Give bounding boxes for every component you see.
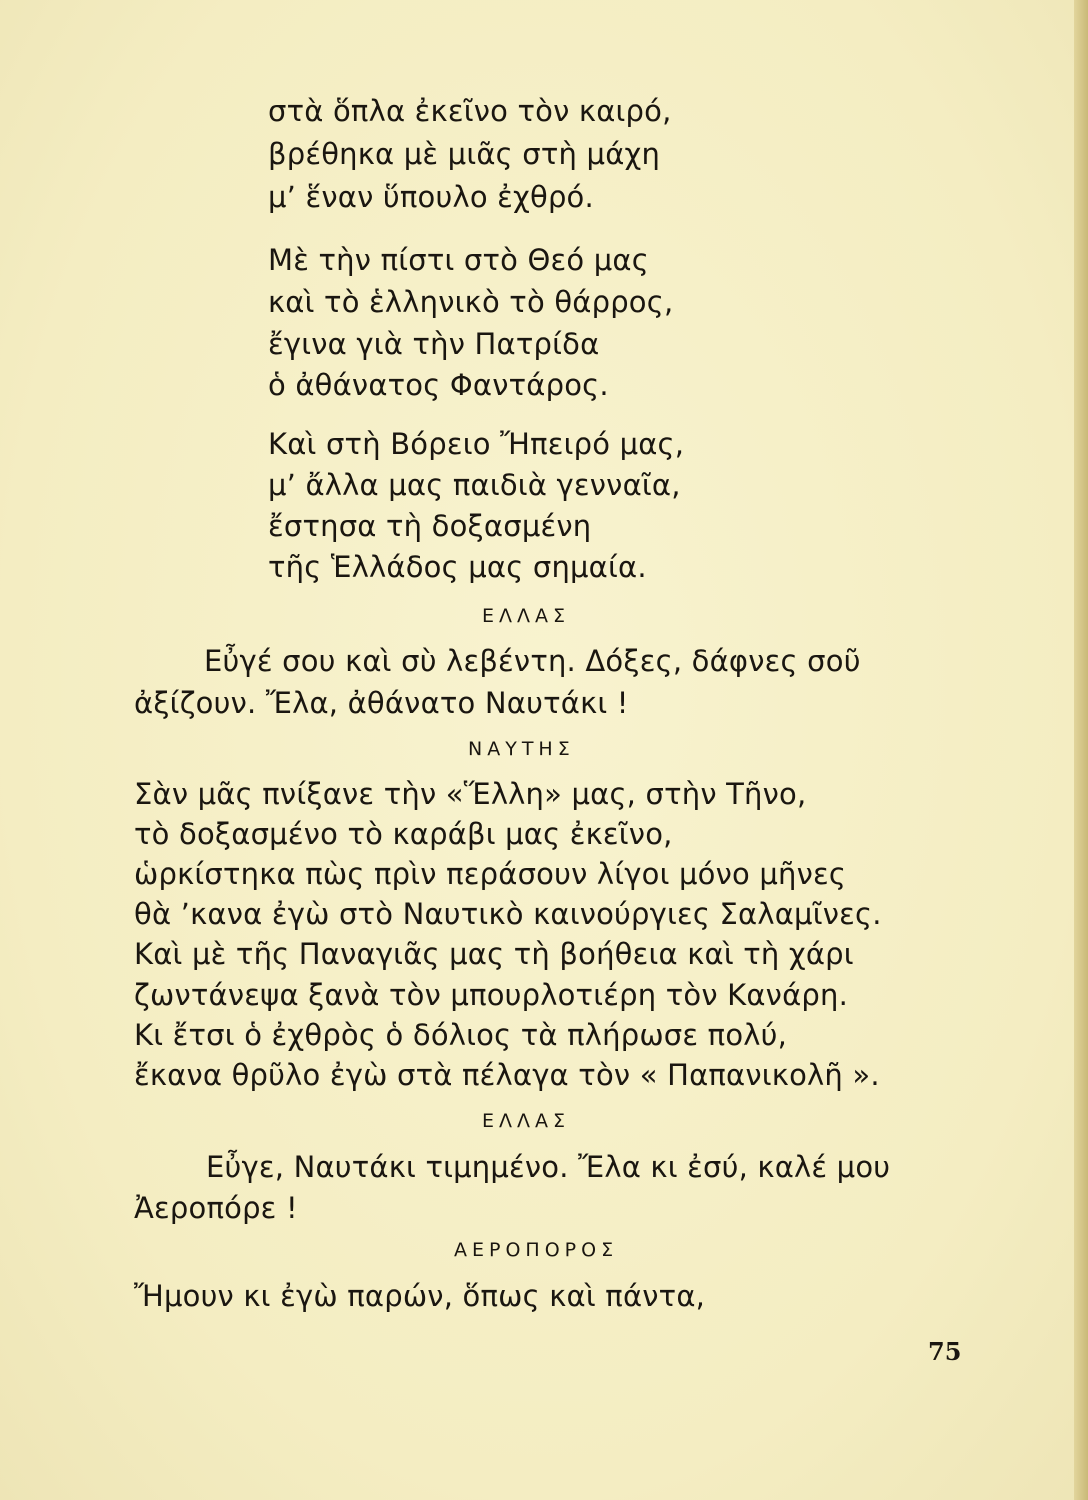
dialogue-line: Ἤμουν κι ἐγὼ παρών, ὅπως καὶ πάντα, <box>134 1279 706 1313</box>
dialogue-line: ἀξίζουν. Ἔλα, ἀθάνατο Ναυτάκι ! <box>134 686 629 720</box>
dialogue-line: Σὰν μᾶς πνίξανε τὴν «Ἕλλη» μας, στὴν Τῆνο, <box>134 777 807 811</box>
dialogue-line: Καὶ μὲ τῆς Παναγιᾶς μας τὴ βοήθεια καὶ τὴ χάρι <box>134 937 854 971</box>
dialogue-line: Εὖγε, Ναυτάκι τιμημένο. Ἔλα κι ἐσύ, καλέ μου <box>206 1150 891 1184</box>
dialogue-line: ἔκανα θρῦλο ἐγὼ στὰ πέλαγα τὸν « Παπανικολῆ ». <box>134 1058 880 1092</box>
verse-line: Καὶ στὴ Βόρειο Ἤπειρό μας, <box>268 427 685 461</box>
dialogue-line: ζωντάνεψα ξανὰ τὸν μπουρλοτιέρη τὸν Κανάρη. <box>134 978 848 1012</box>
verse-line: ὁ ἀθάνατος Φαντάρος. <box>268 368 609 402</box>
verse-line: ἔστησα τὴ δοξασμένη <box>268 509 592 543</box>
page-edge <box>1074 0 1088 1500</box>
dialogue-line: Ἀεροπόρε ! <box>134 1191 298 1225</box>
verse-line: στὰ ὅπλα ἐκεῖνο τὸν καιρό, <box>268 94 672 128</box>
speaker-name: ΕΛΛΑΣ <box>482 605 571 627</box>
page-number: 75 <box>928 1337 962 1366</box>
verse-line: τῆς Ἑλλάδος μας σημαία. <box>268 550 647 584</box>
dialogue-line: ὡρκίστηκα πὼς πρὶν περάσουν λίγοι μόνο μῆνες <box>134 857 847 891</box>
dialogue-line: Εὖγέ σου καὶ σὺ λεβέντη. Δόξες, δάφνες σοῦ <box>204 644 861 678</box>
speaker-name: ΑΕΡΟΠΟΡΟΣ <box>454 1239 619 1261</box>
verse-line: ἔγινα γιὰ τὴν Πατρίδα <box>268 327 600 361</box>
verse-line: μ’ ἕναν ὕπουλο ἐχθρό. <box>268 180 594 214</box>
dialogue-line: θὰ ’κανα ἐγὼ στὸ Ναυτικὸ καινούργιες Σαλαμῖνες. <box>134 897 882 931</box>
verse-line: μ’ ἄλλα μας παιδιὰ γενναῖα, <box>268 468 681 502</box>
speaker-name: ΝΑΥΤΗΣ <box>468 738 575 760</box>
dialogue-line: τὸ δοξασμένο τὸ καράβι μας ἐκεῖνο, <box>134 817 673 851</box>
verse-line: Μὲ τὴν πίστι στὸ Θεό μας <box>268 243 649 277</box>
dialogue-line: Κι ἔτσι ὁ ἐχθρὸς ὁ δόλιος τὰ πλήρωσε πολύ, <box>134 1018 788 1052</box>
verse-line: καὶ τὸ ἑλληνικὸ τὸ θάρρος, <box>268 285 674 319</box>
verse-line: βρέθηκα μὲ μιᾶς στὴ μάχη <box>268 137 661 171</box>
speaker-name: ΕΛΛΑΣ <box>482 1110 571 1132</box>
